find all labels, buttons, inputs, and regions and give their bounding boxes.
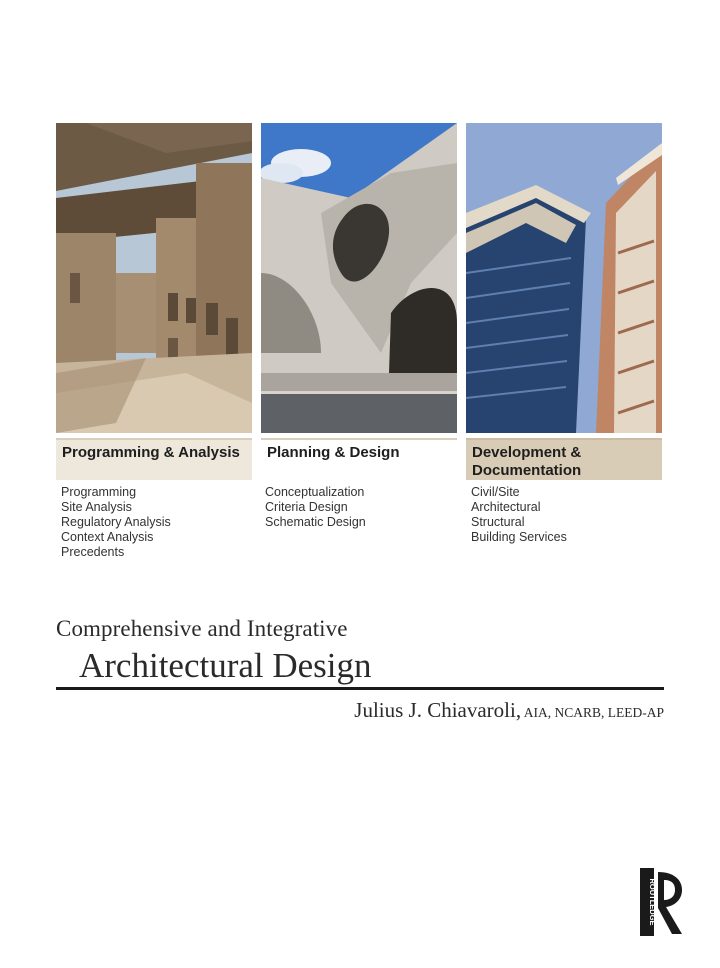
list-item: Context Analysis <box>61 530 154 544</box>
list-item: Civil/Site <box>471 485 520 499</box>
author-credentials: AIA, NCARB, LEED-AP <box>521 705 664 720</box>
list-item: Structural <box>471 515 525 529</box>
publisher-wordmark: ROUTLEDGE <box>648 878 657 926</box>
towers-image <box>466 123 662 433</box>
list-item: Architectural <box>471 500 541 514</box>
list-item: Regulatory Analysis <box>61 515 171 529</box>
column-heading-development: Development & Documentation <box>466 438 662 480</box>
column-heading-planning: Planning & Design <box>261 438 457 480</box>
book-title-line2: Architectural Design <box>79 646 372 685</box>
column-heading-programming: Programming & Analysis <box>56 438 252 480</box>
list-item: Schematic Design <box>265 515 366 529</box>
cover-photo-arches <box>261 123 457 433</box>
column-list-development <box>471 485 667 545</box>
list-item: Precedents <box>61 545 125 559</box>
list-item: Programming <box>61 485 137 499</box>
author-name: Julius J. Chiavaroli, <box>354 698 522 722</box>
list-item: Criteria Design <box>265 500 348 514</box>
column-list-planning <box>265 485 461 530</box>
cover-photo-courtyard <box>56 123 252 433</box>
list-item: Building Services <box>471 530 567 544</box>
title-rule <box>56 687 664 690</box>
publisher-logo-icon <box>640 868 686 936</box>
list-item: Conceptualization <box>265 485 365 499</box>
courtyard-image <box>56 123 252 433</box>
author-line <box>354 698 664 723</box>
cover-photo-towers <box>466 123 662 433</box>
book-title-line1: Comprehensive and Integrative <box>56 616 348 641</box>
column-list-programming <box>61 485 257 560</box>
routledge-logo <box>640 868 686 936</box>
arches-image <box>261 123 457 433</box>
list-item: Site Analysis <box>61 500 132 514</box>
